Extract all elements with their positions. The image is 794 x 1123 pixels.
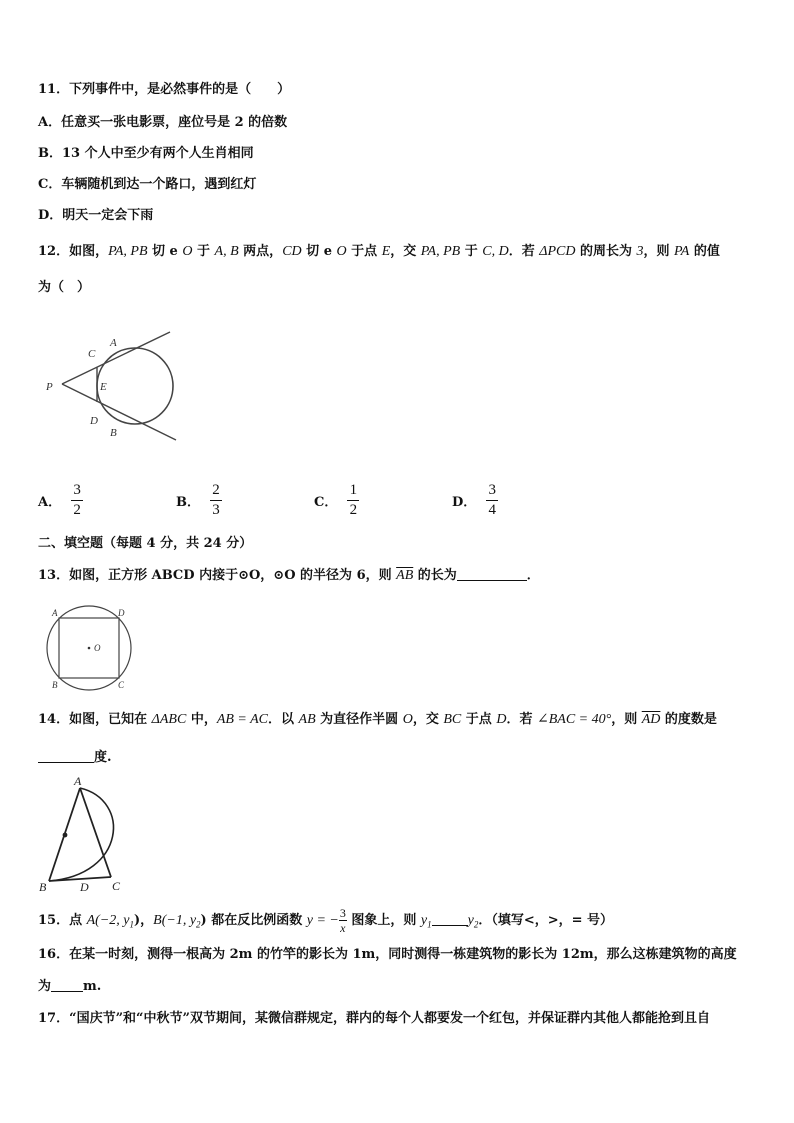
q14-math: AB = AC xyxy=(216,712,269,727)
q16-text: m. xyxy=(83,979,102,994)
q14-stem-line2 xyxy=(38,748,112,767)
q13-arc: $\overline{AB}$ xyxy=(396,568,414,583)
q12-math: O xyxy=(336,244,347,259)
q12-text: 于 xyxy=(192,244,215,259)
q16-stem: 16．在某一时刻，测得一根高为 2m 的竹竿的影长为 1m，同时测得一栋建筑物的影长为 12m，那么这栋建筑物的高度 xyxy=(38,947,737,962)
q15-point-a: A(−2, y xyxy=(86,913,130,928)
q13-stem xyxy=(38,566,540,585)
q12-text: 两点， xyxy=(238,244,283,259)
q14-math: ΔABC xyxy=(151,712,187,727)
subscript: 1 xyxy=(427,919,432,930)
subscript: 1 xyxy=(129,919,134,930)
q12-math: CD xyxy=(282,244,302,259)
numerator: 3 xyxy=(73,482,81,498)
q14-label-a: A xyxy=(74,775,82,788)
q12-tangent-pb xyxy=(62,384,176,440)
fraction xyxy=(339,907,347,934)
answer-blank xyxy=(38,748,94,763)
q15-text: )， xyxy=(134,913,154,928)
q12-label-d: D xyxy=(90,415,98,427)
q12-text: 的周长为 xyxy=(575,244,637,259)
option-label: D． xyxy=(452,495,477,510)
q12-text: ．若 xyxy=(508,244,540,259)
q12-stem xyxy=(38,243,720,261)
q12-math: ΔPCD xyxy=(539,244,576,259)
q15-text: 图象上，则 xyxy=(346,913,421,928)
q14-center-dot xyxy=(63,833,68,838)
subscript: 2 xyxy=(196,919,201,930)
q12-text: 的值 xyxy=(689,244,720,259)
q12-number: 12．如图， xyxy=(38,244,109,259)
q14-stem xyxy=(38,711,717,729)
q11-option-a: A．任意买一张电影票，座位号是 2 的倍数 xyxy=(38,115,288,130)
q15-math: y xyxy=(467,913,474,928)
q14-text: 度. xyxy=(94,750,112,765)
numerator: 3 xyxy=(488,482,497,498)
denominator: 3 xyxy=(212,502,220,518)
q13-figure xyxy=(44,604,138,692)
denominator: 2 xyxy=(349,502,358,518)
q12-label-p: P xyxy=(46,381,53,393)
q14-text: 于点 xyxy=(461,712,497,727)
q15-text: ．（填写<，>，= 号） xyxy=(478,913,614,928)
fraction xyxy=(486,482,498,519)
q14-math: ∠BAC = 40° xyxy=(536,712,612,727)
q14-text: ．以 xyxy=(268,712,299,727)
q13-label-d: D xyxy=(118,608,125,618)
q12-text: 于点 xyxy=(346,244,382,259)
denominator: 4 xyxy=(488,502,497,518)
q16-text: 为 xyxy=(38,979,52,994)
q14-label-d: D xyxy=(80,880,89,894)
q11-option-b: B．13 个人中至少有两个人生肖相同 xyxy=(38,146,254,161)
q12-math: E xyxy=(381,244,391,259)
q16-stem-line2 xyxy=(38,977,101,996)
q12-label-e: E xyxy=(100,381,107,393)
section-heading: 二、填空题（每题 4 分，共 24 分） xyxy=(38,536,253,551)
q12-option-a xyxy=(38,482,83,519)
q11-option-d: D．明天一定会下雨 xyxy=(38,208,154,223)
q13-label-o: O xyxy=(94,643,101,653)
q15-text: 15．点 xyxy=(38,913,87,928)
q14-math: AB xyxy=(298,712,316,727)
q12-label-c: C xyxy=(88,348,96,360)
q13-text: 13．如图，正方形 ABCD 内接于⊙O，⊙O 的半径为 6，则 xyxy=(38,568,397,583)
q12-label-b: B xyxy=(110,427,117,439)
q12-label-a: A xyxy=(110,337,117,349)
q14-label-b: B xyxy=(39,880,47,894)
q15-stem xyxy=(38,907,613,934)
q11-stem: 11．下列事件中，是必然事件的是（ ） xyxy=(38,82,291,97)
q14-text: 的度数是 xyxy=(660,712,717,727)
q14-text: 为直径作半圆 xyxy=(315,712,403,727)
q13-label-c: C xyxy=(118,680,125,690)
q14-math: BC xyxy=(443,712,462,727)
q12-text: 切 e xyxy=(301,244,337,259)
q12-math: O xyxy=(182,244,193,259)
numerator: 1 xyxy=(349,482,358,498)
option-label: C． xyxy=(314,495,338,510)
answer-blank xyxy=(457,566,527,581)
fraction xyxy=(210,482,222,519)
numerator: 2 xyxy=(212,482,220,498)
q15-math: y xyxy=(420,913,428,928)
q13-label-b: B xyxy=(52,680,58,690)
q12-math: PA, PB xyxy=(108,244,148,259)
option-label: B． xyxy=(176,495,200,510)
q12-math: A, B xyxy=(214,244,239,259)
q12-math: PA xyxy=(674,244,690,259)
q14-text: ，交 xyxy=(412,712,444,727)
q15-text: ) 都在反比例函数 xyxy=(200,913,307,928)
q12-math: C, D xyxy=(482,244,509,259)
answer-blank xyxy=(432,911,468,926)
q17-stem: 17．“国庆节”和“中秋节”双节期间，某微信群规定，群内的每个人都要发一个红包，并保证群内其他人都能抢到且自 xyxy=(38,1011,711,1026)
q12-text: ，交 xyxy=(390,244,421,259)
q13-text: ． xyxy=(526,568,540,583)
q12-option-b xyxy=(176,482,222,519)
q12-text: 切 e xyxy=(147,244,183,259)
option-label: A． xyxy=(38,495,62,510)
q12-text: ，则 xyxy=(643,244,675,259)
q14-text: ，则 xyxy=(611,712,642,727)
denominator: x xyxy=(340,921,346,935)
q13-text: 的长为 xyxy=(413,568,457,583)
q13-label-a: A xyxy=(52,608,58,618)
q14-arc: $\overline{AD}$ xyxy=(641,712,661,727)
q12-figure xyxy=(40,328,190,463)
q12-option-d xyxy=(452,482,498,519)
q12-text: 于 xyxy=(460,244,483,259)
q11-option-c: C．车辆随机到达一个路口，遇到红灯 xyxy=(38,177,257,192)
subscript: 2 xyxy=(473,919,479,930)
q12-math: PA, PB xyxy=(420,244,461,259)
q15-function: y = − xyxy=(306,913,339,928)
numerator: 3 xyxy=(339,906,346,920)
q12-math: 3 xyxy=(636,244,644,259)
denominator: 2 xyxy=(73,502,81,518)
fraction xyxy=(347,482,359,519)
q14-text: 中， xyxy=(186,712,217,727)
q14-text: 14．如图，已知在 xyxy=(38,712,152,727)
q14-math: D xyxy=(496,712,507,727)
q14-figure xyxy=(36,775,136,895)
fraction xyxy=(71,482,83,519)
q14-math: O xyxy=(402,712,413,727)
q14-text: ．若 xyxy=(506,712,537,727)
q12-stem-line2: 为（ ） xyxy=(38,280,91,295)
q15-point-b: B(−1, y xyxy=(153,913,197,928)
q14-label-c: C xyxy=(112,879,121,893)
q12-option-c xyxy=(314,482,359,519)
q13-center-dot xyxy=(88,647,91,650)
answer-blank xyxy=(51,977,83,992)
q12-circle xyxy=(97,348,173,424)
q14-semicircle-arc xyxy=(49,788,113,881)
